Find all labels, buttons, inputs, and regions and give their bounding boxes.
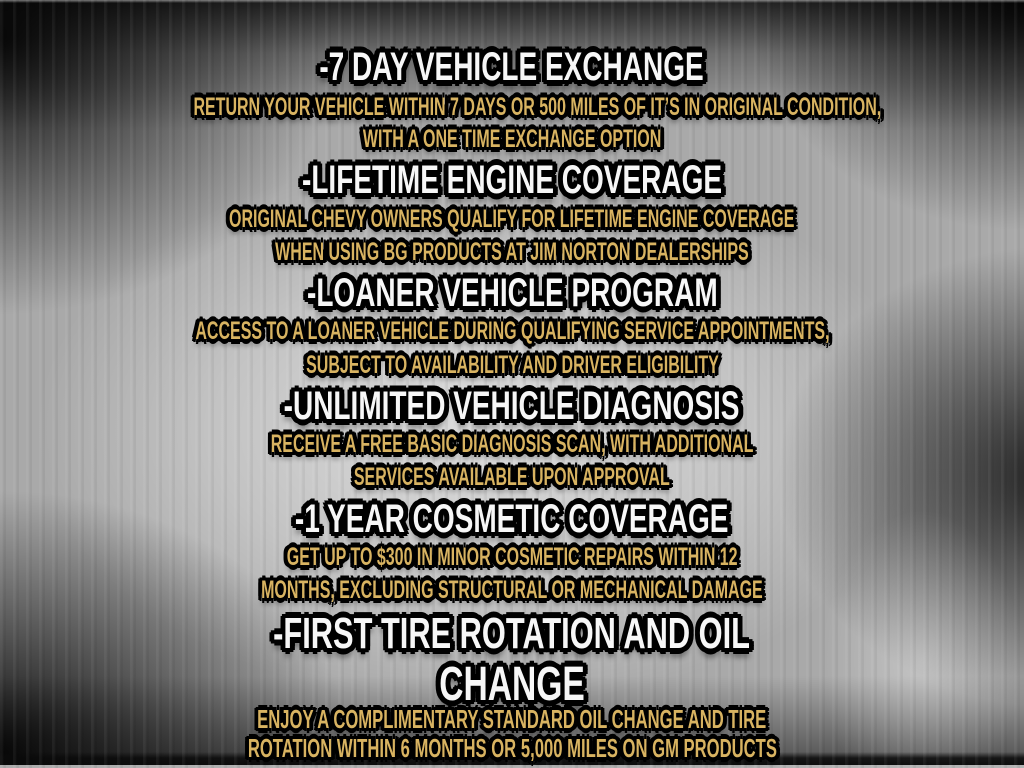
desc-text: ENJOY A COMPLIMENTARY STANDARD OIL CHANGE AND TIRE bbox=[257, 704, 767, 734]
title-text: -UNLIMITED VEHICLE DIAGNOSIS bbox=[284, 384, 740, 428]
title-text: -7 DAY VEHICLE EXCHANGE bbox=[319, 45, 705, 89]
title-1-year-cosmetic-coverage bbox=[0, 499, 1024, 539]
desc-text: MONTHS, EXCLUDING STRUCTURAL OR MECHANICAL DAMAGE bbox=[261, 576, 763, 604]
desc-text: RETURN YOUR VEHICLE WITHIN 7 DAYS OR 500 MILES OF IT’S IN ORIGINAL CONDITION, bbox=[193, 93, 882, 121]
desc-text: RECEIVE A FREE BASIC DIAGNOSIS SCAN, WITH ADDITIONAL bbox=[270, 430, 754, 458]
title-first-tire-rotation-and-oil-change-line-2 bbox=[0, 658, 1024, 711]
desc-lifetime-engine-coverage-line-1 bbox=[0, 207, 1024, 232]
desc-unlimited-vehicle-diagnosis-line-2 bbox=[0, 465, 1024, 490]
desc-text: ROTATION WITHIN 6 MONTHS OR 5,000 MILES ON GM PRODUCTS bbox=[247, 733, 777, 763]
desc-1-year-cosmetic-coverage-line-1 bbox=[0, 545, 1024, 570]
title-first-tire-rotation-and-oil-change-line-1 bbox=[0, 609, 1024, 658]
desc-loaner-vehicle-program-line-2 bbox=[0, 353, 1024, 378]
desc-first-tire-rotation-and-oil-change-line-1 bbox=[0, 706, 1024, 732]
desc-1-year-cosmetic-coverage-line-2 bbox=[0, 578, 1024, 603]
desc-first-tire-rotation-and-oil-change-line-2 bbox=[0, 735, 1024, 761]
desc-7-day-vehicle-exchange-line-2 bbox=[0, 127, 1024, 152]
title-text: -LIFETIME ENGINE COVERAGE bbox=[301, 158, 723, 202]
desc-text: ACCESS TO A LOANER VEHICLE DURING QUALIFYING SERVICE APPOINTMENTS, bbox=[194, 317, 830, 345]
desc-unlimited-vehicle-diagnosis-line-1 bbox=[0, 432, 1024, 457]
desc-loaner-vehicle-program-line-1 bbox=[0, 319, 1024, 344]
title-text: -FIRST TIRE ROTATION AND OIL bbox=[273, 609, 751, 658]
title-unlimited-vehicle-diagnosis bbox=[0, 386, 1024, 426]
desc-7-day-vehicle-exchange-line-1 bbox=[0, 95, 1024, 120]
desc-text: WITH A ONE TIME EXCHANGE OPTION bbox=[362, 125, 662, 153]
title-text: -LOANER VEHICLE PROGRAM bbox=[306, 271, 718, 315]
title-loaner-vehicle-program bbox=[0, 273, 1024, 313]
title-text: -1 YEAR COSMETIC COVERAGE bbox=[295, 497, 729, 541]
desc-text: ORIGINAL CHEVY OWNERS QUALIFY FOR LIFETIME ENGINE COVERAGE bbox=[229, 205, 795, 233]
desc-text: SUBJECT TO AVAILABILITY AND DRIVER ELIGIBILITY bbox=[305, 351, 719, 379]
title-7-day-vehicle-exchange bbox=[0, 47, 1024, 87]
title-text: CHANGE bbox=[439, 658, 585, 711]
title-lifetime-engine-coverage bbox=[0, 160, 1024, 200]
desc-text: WHEN USING BG PRODUCTS AT JIM NORTON DEALERSHIPS bbox=[275, 238, 749, 266]
desc-text: GET UP TO $300 IN MINOR COSMETIC REPAIRS WITHIN 12 bbox=[286, 543, 738, 571]
desc-lifetime-engine-coverage-line-2 bbox=[0, 240, 1024, 265]
desc-text: SERVICES AVAILABLE UPON APPROVAL bbox=[354, 463, 670, 491]
